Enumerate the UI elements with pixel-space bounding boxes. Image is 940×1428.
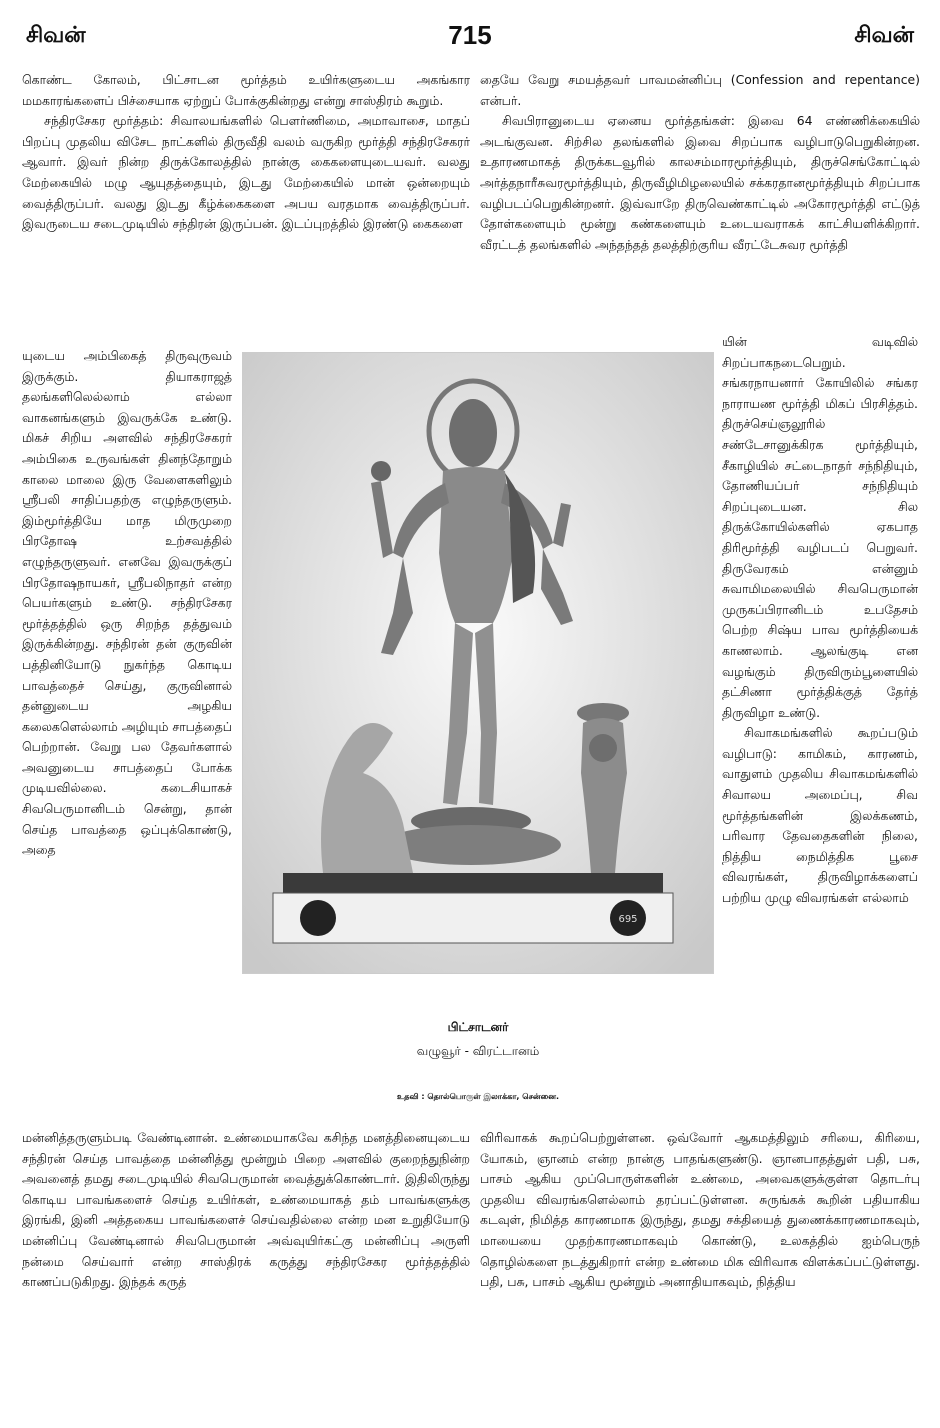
paragraph: சந்திரசேகர மூர்த்தம்: சிவாலயங்களில் பௌர்ணிமை, அமாவாசை, மாதப் பிறப்பு முதலிய விசேட நாட்களில் திருவீதி வலம் வருகிற மூர்த்தி சந்திரசேகரர் ஆவார். இவர் நின்ற திருக்கோலத்தில் நான்கு கைகளையுடையவர். வலது மேற்கையில் மழு ஆயுதத்தையும், இடது மேற்கையில் மான் ஒன்றையும் வைத்திருப்பர். வலது இடது கீழ்க்கைகளை அபய வரதமாக வைத்திருப்பர். இவருடைய சடைமுடியில் சந்திரன் இருப்பன். இடப்புறத்தில் இரண்டு கைகளை (22, 113, 470, 232)
right-column-wrap (722, 332, 918, 1128)
figure (240, 352, 716, 1112)
paragraph: மன்னித்தருளும்படி வேண்டினான். உண்மையாகவே கசிந்த மனத்தினையுடைய சந்திரன் செய்த பாவத்தை மன்னித்து மூன்றும் பிறை அளவில் குறைந்துநின்ற அவனைத் தமது சடைமுடியில் சிவபெருமான் வைத்துக்கொண்டார். இதிலிருந்து கொடிய பாவங்களைச் செய்த உயிர்கள், உண்மையாகத் தம் பாவங்களுக்கு இரங்கி, இனி அத்தகைய பாவங்களைச் செய்வதில்லை என்ற மன உறுதியோடு மன்னிப்பு வேண்டினால் சிவபெருமான் அவ்வுயிர்கட்கு மன்னிப்பு அருளி நன்மை செய்வார் என்ற சாஸ்திரக் கருத்து சந்திரசேகர மூர்த்தத்தில் காணப்படுகிறது. இந்தக் கருத் (22, 1130, 470, 1290)
paragraph: சிவபிரானுடைய ஏனைய மூர்த்தங்கள்: இவை 64 எண்ணிக்கையில் அடங்குவன. சிற்சில தலங்களில் இவை சிறப்பாக வழிபாடுபெறுகின்றன. உதாரணமாகத் திருக்கடவூரில் காலசம்மாரமூர்த்தியும், திருச்செங்கோட்டில் அர்த்தநாரீசுவரமூர்த்தியும், திருவீழிமிழலையில் சக்கரதானமூர்த்தியும் சிறப்பாக வழிபடப்பெறுகின்றனர். இவ்வாறே திருவெண்காட்டில் அகோரமூர்த்தி எட்டுத் தோள்களையும் மூன்று கண்களையும் உடையவராகக் காட்சியளிக்கிறார். வீரட்டத் தலங்களில் அந்தந்தத் தலத்திற்குரிய வீரட்டேசுவர மூர்த்தி (480, 113, 920, 252)
figure-caption-title: பிட்சாடனர் (447, 1020, 509, 1034)
paragraph: யுடைய அம்பிகைத் திருவுருவம் இருக்கும். தியாகராஜத் தலங்களிலெல்லாம் எல்லா வாகனங்களும் இவருக்கே உண்டு. மிகச் சிறிய அளவில் சந்திரசேகரர் அம்பிகை உருவங்கள் தினந்தோறும் காலை மாலை இரு வேளைகளிலும் ஸ்ரீபலி சாதிப்பதற்கு எழுந்தருளும். இம்மூர்த்தியே மாத மிருமுறை பிரதோஷ உற்சவத்தில் எழுந்தருளுவர். எனவே இவருக்குப் பிரதோஷநாயகர், ஸ்ரீபலிநாதர் என்ற பெயர்களும் உண்டு. சந்திரசேகர மூர்த்தத்தில் ஒரு சிறந்த தத்துவம் இருக்கின்றது. சந்திரன் தன் குருவின் பத்தினியோடு நுகர்ந்த கொடிய பாவத்தைச் செய்து, குருவினால் தன்னுடைய அழகிய கலைகளெல்லாம் அழியும் சாபத்தைப் பெற்றான். வேறு பல தேவர்களால் அவனுடைய சாபத்தைப் போக்க முடியவில்லை. கடைசியாகச் சிவபெருமானிடம் சென்று, தான் செய்த பாவத்தை ஒப்புக்கொண்டு, அதை (22, 348, 232, 858)
right-column-bottom (480, 1128, 920, 1350)
left-column-wrap (22, 346, 232, 1128)
statue-illustration (243, 353, 713, 973)
pedestal-number: 695 (618, 914, 638, 925)
bronze-statue-photo (242, 352, 714, 974)
paragraph: தையே வேறு சமயத்தவர் பாவமன்னிப்பு (Confession and repentance) என்பர். (480, 72, 920, 108)
paragraph: சிவாகமங்களில் கூறப்படும் வழிபாடு: காமிகம், காரணம், வாதுளம் முதலிய சிவாகமங்களில் சிவாலய அமைப்பு, சிவ மூர்த்தங்களின் இலக்கணம், பரிவார தேவதைகளின் நிலை, நித்திய நைமித்திக பூசை விவரங்கள், திருவிழாக்களைப் பற்றிய முழு விவரங்கள் எல்லாம் (722, 725, 918, 906)
paragraph: விரிவாகக் கூறப்பெற்றுள்ளன. ஒவ்வோர் ஆகமத்திலும் சரியை, கிரியை, யோகம், ஞானம் என்ற நான்கு பாதங்களுண்டு. ஞானபாதத்துள் பதி, பசு, பாசம் ஆகிய முப்பொருள்களின் உண்மை, அவைகளுக்குள்ள தொடர்பு முதலிய விவரங்களெல்லாம் தரப்பட்டுள்ளன. சுருங்கக் கூறின் பதியாகிய கடவுள், நிமித்த காரணமாக இருந்து, தமது சக்தியைத் துணைக்காரணமாகவும், மாயையை முதற்காரணமாகவும் கொண்டு, உலகத்தில் ஐம்பெருந் தொழில்களை நடத்துகிறார் என்ற உண்மை மிக விரிவாக விளக்கப்பட்டுள்ளது. பதி, பசு, பாசம் ஆகிய மூன்றும் அனாதியாகவும், நித்திய (480, 1130, 920, 1290)
left-column-top (22, 70, 470, 346)
running-head-right: சிவன் (854, 22, 914, 47)
figure-caption-place: வழுவூர் - விரட்டானம் (416, 1044, 540, 1058)
left-column-bottom (22, 1128, 470, 1350)
paragraph: யின் வடிவில் சிறப்பாகநடைபெறும். சங்கரநாயனார் கோயிலில் சங்கர நாராயண மூர்த்தி மிகப் பிரசித்தம். திருச்செய்ஞலூரில் சண்டேசானுக்கிரக மூர்த்தியும், சீகாழியில் சட்டைநாதர் சந்நிதியும், தோணியப்பர் சந்நிதியும் சிறப்புடையன. சில திருக்கோயில்களில் ஏகபாத திரிமூர்த்தி வழிபடப் பெறுவர். திருவேரகம் என்னும் சுவாமிமலையில் சிவபெருமான் முருகப்பிரானிடம் உபதேசம் பெற்ற சிஷ்ய பாவ மூர்த்தியைக் காணலாம். ஆலங்குடி என வழங்கும் திருவிரும்பூளையில் தட்சிணா மூர்த்திக்குத் தேர்த் திருவிழா உண்டு. (722, 334, 918, 720)
paragraph: கொண்ட கோலம், பிட்சாடன மூர்த்தம் உயிர்களுடைய அகங்கார மமகாரங்களைப் பிச்சையாக ஏற்றுப் போக்குகின்றது என்று சாஸ்திரம் கூறும். (22, 72, 470, 108)
page-header (26, 22, 914, 58)
running-head-left: சிவன் (26, 22, 86, 47)
page-number: 715 (448, 20, 492, 50)
figure-credit: உதவி : தொல்பொருள் இலாக்கா, சென்னை. (397, 1092, 559, 1101)
right-column-top (480, 70, 920, 332)
